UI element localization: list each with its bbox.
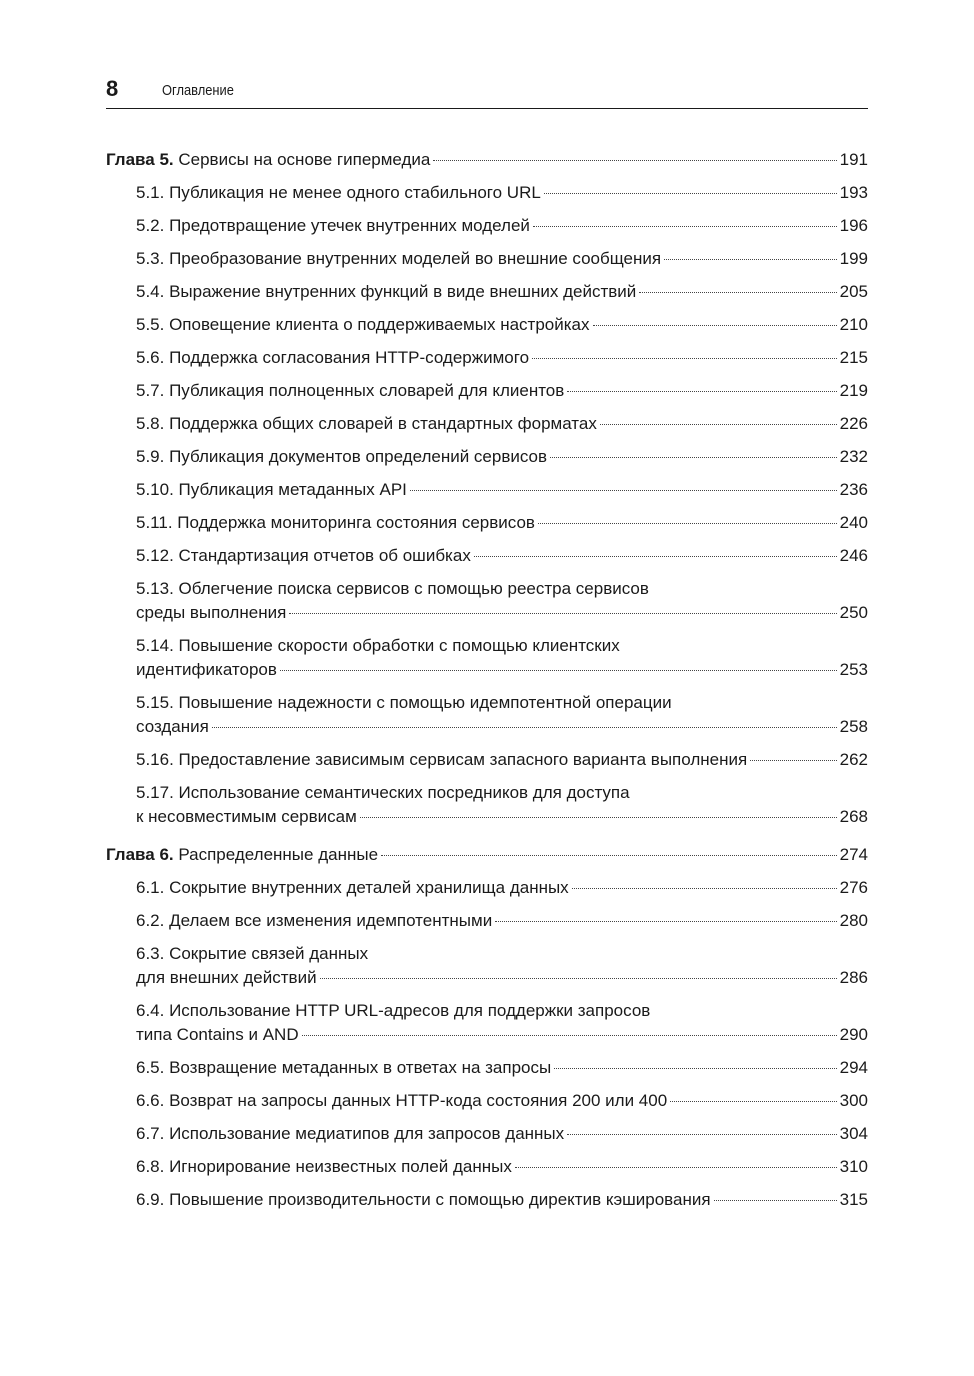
- section-title-line1: 5.15. Повышение надежности с помощью идемпотентной операции: [136, 693, 672, 712]
- dot-leader: [714, 1199, 837, 1201]
- section-entry[interactable]: [106, 346, 868, 370]
- section-entry[interactable]: [106, 478, 868, 502]
- section-title: типа Contains и AND: [136, 1025, 299, 1044]
- dot-leader: [515, 1166, 837, 1168]
- page-number: 8: [106, 76, 119, 101]
- section-entry[interactable]: [106, 313, 868, 337]
- section-entry[interactable]: [106, 942, 868, 990]
- section-title: для внешних действий: [136, 968, 317, 987]
- section-page-number: 315: [839, 1190, 868, 1209]
- section-entry[interactable]: [106, 1155, 868, 1179]
- dot-leader: [567, 390, 836, 392]
- section-page-number: 219: [839, 381, 868, 400]
- section-title: 5.5. Оповещение клиента о поддерживаемых настройках: [136, 315, 590, 334]
- section-title: 5.16. Предоставление зависимым сервисам запасного варианта выполнения: [136, 750, 748, 769]
- section-entry[interactable]: [106, 577, 868, 625]
- dot-leader: [664, 258, 837, 260]
- section-page-number: 205: [839, 282, 868, 301]
- section-entry[interactable]: [106, 876, 868, 900]
- section-entry[interactable]: [106, 247, 868, 271]
- chapter-page-number: 191: [839, 150, 868, 169]
- section-title: 5.11. Поддержка мониторинга состояния сервисов: [136, 513, 535, 532]
- table-of-contents: [106, 146, 868, 1212]
- section-page-number: 294: [839, 1058, 868, 1077]
- dot-leader: [670, 1100, 836, 1102]
- dot-leader: [600, 423, 837, 425]
- chapter-page-number: 274: [839, 845, 868, 864]
- dot-leader: [538, 522, 837, 524]
- section-page-number: 290: [839, 1025, 868, 1044]
- dot-leader: [280, 669, 837, 671]
- section-title-line1: 5.17. Использование семантических посредников для доступа: [136, 783, 630, 802]
- section-title: идентификаторов: [136, 660, 277, 679]
- dot-leader: [550, 456, 837, 458]
- running-title: Оглавление: [162, 82, 234, 99]
- section-page-number: 262: [839, 750, 868, 769]
- section-title: 6.1. Сокрытие внутренних деталей хранилища данных: [136, 878, 569, 897]
- section-page-number: 286: [839, 968, 868, 987]
- section-page-number: 232: [839, 447, 868, 466]
- section-page-number: 276: [839, 878, 868, 897]
- section-page-number: 193: [839, 183, 868, 202]
- section-page-number: 304: [839, 1124, 868, 1143]
- section-entry[interactable]: [106, 280, 868, 304]
- section-title: среды выполнения: [136, 603, 287, 622]
- dot-leader: [381, 854, 837, 856]
- dot-leader: [639, 291, 836, 293]
- section-entry[interactable]: [106, 1089, 868, 1113]
- dot-leader: [474, 555, 837, 557]
- dot-leader: [533, 225, 837, 227]
- section-title: 5.3. Преобразование внутренних моделей во внешние сообщения: [136, 249, 662, 268]
- section-entry[interactable]: [106, 909, 868, 933]
- section-entry[interactable]: [106, 544, 868, 568]
- section-title: 6.7. Использование медиатипов для запросов данных: [136, 1124, 565, 1143]
- section-title: 5.2. Предотвращение утечек внутренних моделей: [136, 216, 530, 235]
- section-entry[interactable]: [106, 1122, 868, 1146]
- section-title: 5.7. Публикация полноценных словарей для клиентов: [136, 381, 565, 400]
- dot-leader: [572, 887, 837, 889]
- section-title: 5.10. Публикация метаданных API: [136, 480, 407, 499]
- section-page-number: 215: [839, 348, 868, 367]
- dot-leader: [593, 324, 837, 326]
- section-entry[interactable]: [106, 412, 868, 436]
- dot-leader: [212, 726, 837, 728]
- section-title: 5.8. Поддержка общих словарей в стандартных форматах: [136, 414, 597, 433]
- dot-leader: [532, 357, 837, 359]
- section-title: 6.2. Делаем все изменения идемпотентными: [136, 911, 493, 930]
- section-title: 5.12. Стандартизация отчетов об ошибках: [136, 546, 471, 565]
- chapter-block: [106, 843, 868, 1212]
- dot-leader: [554, 1067, 836, 1069]
- section-entry[interactable]: [106, 1056, 868, 1080]
- section-title: 6.5. Возвращение метаданных в ответах на запросы: [136, 1058, 552, 1077]
- section-title: 6.6. Возврат на запросы данных HTTP-кода состояния 200 или 400: [136, 1091, 668, 1110]
- section-title: 5.4. Выражение внутренних функций в виде внешних действий: [136, 282, 637, 301]
- chapter-entry[interactable]: [106, 843, 868, 867]
- chapter-title: Распределенные данные: [178, 845, 379, 864]
- section-entry[interactable]: [106, 781, 868, 829]
- section-title-line1: 6.3. Сокрытие связей данных: [136, 944, 369, 963]
- section-entry[interactable]: [106, 214, 868, 238]
- dot-leader: [410, 489, 837, 491]
- section-page-number: 280: [839, 911, 868, 930]
- section-entry[interactable]: [106, 748, 868, 772]
- section-page-number: 253: [839, 660, 868, 679]
- dot-leader: [567, 1133, 836, 1135]
- chapter-label: Глава 5.: [106, 150, 174, 169]
- section-page-number: 240: [839, 513, 868, 532]
- section-entry[interactable]: [106, 445, 868, 469]
- section-entry[interactable]: [106, 1188, 868, 1212]
- section-title-line1: 5.14. Повышение скорости обработки с помощью клиентских: [136, 636, 620, 655]
- section-page-number: 250: [839, 603, 868, 622]
- section-title: 6.8. Игнорирование неизвестных полей данных: [136, 1157, 512, 1176]
- section-page-number: 226: [839, 414, 868, 433]
- dot-leader: [750, 759, 836, 761]
- section-page-number: 300: [839, 1091, 868, 1110]
- section-title-line1: 6.4. Использование HTTP URL-адресов для поддержки запросов: [136, 1001, 651, 1020]
- chapter-title: Сервисы на основе гипермедиа: [178, 150, 431, 169]
- dot-leader: [320, 977, 837, 979]
- section-entry[interactable]: [106, 691, 868, 739]
- section-page-number: 258: [839, 717, 868, 736]
- dot-leader: [360, 816, 837, 818]
- page-header: [106, 74, 868, 109]
- section-title: 5.1. Публикация не менее одного стабильного URL: [136, 183, 541, 202]
- section-page-number: 196: [839, 216, 868, 235]
- section-title: 6.9. Повышение производительности с помощью директив кэширования: [136, 1190, 711, 1209]
- section-entry[interactable]: [106, 634, 868, 682]
- section-page-number: 199: [839, 249, 868, 268]
- chapter-block: [106, 148, 868, 829]
- section-title: к несовместимым сервисам: [136, 807, 357, 826]
- section-title: 5.6. Поддержка согласования HTTP-содержимого: [136, 348, 530, 367]
- section-title: создания: [136, 717, 209, 736]
- section-page-number: 310: [839, 1157, 868, 1176]
- section-page-number: 236: [839, 480, 868, 499]
- chapter-label: Глава 6.: [106, 845, 174, 864]
- section-page-number: 246: [839, 546, 868, 565]
- section-title: 5.9. Публикация документов определений сервисов: [136, 447, 548, 466]
- section-entry[interactable]: [106, 181, 868, 205]
- section-entry[interactable]: [106, 999, 868, 1047]
- chapter-entry[interactable]: [106, 148, 868, 172]
- section-title-line1: 5.13. Облегчение поиска сервисов с помощью реестра сервисов: [136, 579, 649, 598]
- dot-leader: [289, 612, 836, 614]
- dot-leader: [433, 159, 836, 161]
- dot-leader: [302, 1034, 837, 1036]
- dot-leader: [544, 192, 837, 194]
- section-entry[interactable]: [106, 511, 868, 535]
- section-entry[interactable]: [106, 379, 868, 403]
- section-page-number: 210: [839, 315, 868, 334]
- section-page-number: 268: [839, 807, 868, 826]
- dot-leader: [495, 920, 836, 922]
